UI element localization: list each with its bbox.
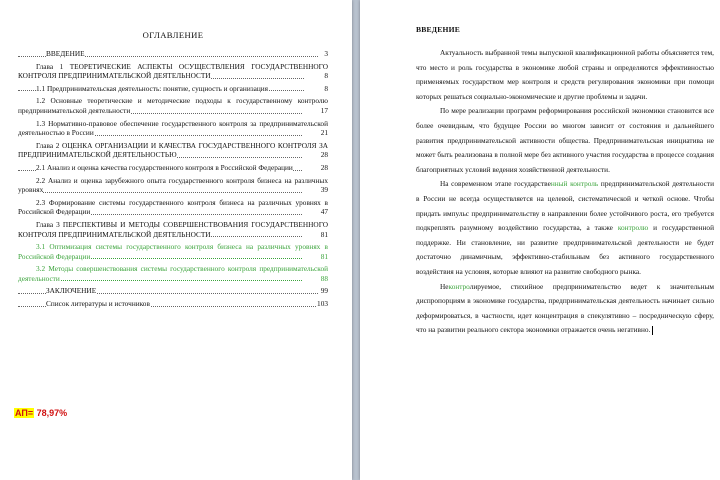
toc-entry-1-1[interactable] — [18, 84, 328, 94]
intro-p4-text: Не — [440, 281, 449, 291]
toc-entry-references[interactable] — [18, 299, 328, 309]
toc-entry-text: 1.3 Нормативно-правовое обеспечение государственного контроля за предпринимательской деятельностью в России — [18, 118, 328, 138]
toc-entry-page: 88 — [302, 274, 328, 284]
toc-entry-text: 2.1 Анализ и оценка качества государственного контроля в Российской Федерации — [36, 162, 293, 172]
toc-entry-text: 3.2 Методы совершенствования системы государственного контроля предпринимательской деятельности — [18, 264, 328, 283]
text-cursor — [652, 326, 653, 335]
toc-entry-1-3[interactable] — [18, 119, 328, 138]
toc-entry-text: 3.1 Оптимизация системы государственного контроля бизнеса на различных уровнях в Российской Федерации — [18, 242, 328, 261]
toc-entry-page: 8 — [305, 71, 328, 81]
toc-entry-2-3[interactable] — [18, 198, 328, 217]
intro-p4-text: лируемое, стихийное предпринимательство ведет к значительным диспропорциям в экономике государства, предпринимательская деятельность начинает сильно деформироваться, в частности, идет концентрация в спекулятивно – посредническую сферу, что на развитии реального сектора экономики отражается очень негативно. — [416, 281, 714, 335]
toc-page — [0, 0, 352, 480]
intro-paragraph-2[interactable]: По мере реализации программ реформирования российской экономики становится все более очевидным, что будущее России во многом зависит от состояния и дальнейшего развития предпринимательской активности общества. Предпринимательская инициатива не может быть реализована в полной мере без активного участия государства в процессе создания благоприятных условий ведения хозяйственной деятельности. — [416, 106, 714, 174]
toc-entry-page: 3 — [324, 49, 328, 58]
toc-entry-chapter-2[interactable] — [18, 141, 328, 160]
originality-score — [14, 408, 67, 418]
intro-paragraph-1[interactable]: Актуальность выбранной темы выпускной квалификационной работы объясняется тем, что место и роль государства в экономике любой страны и определяются эффективностью применяемых государством мер контроля и средств регулирования экономики при помощи которых решаться социально-экономические и другие проблемы и задачи. — [416, 48, 714, 101]
toc-entry-3-1[interactable] — [18, 242, 328, 261]
table-of-contents — [18, 30, 328, 312]
toc-entry-page: 21 — [302, 128, 328, 138]
toc-entry-2-2[interactable] — [18, 176, 328, 195]
toc-entry-text: Глава 3 ПЕРСПЕКТИВЫ И МЕТОДЫ СОВЕРШЕНСТВОВАНИЯ ГОСУДАРСТВЕННОГО КОНТРОЛЯ ПРЕДПРИНИМАТЕЛЬСКОЙ ДЕЯТЕЛЬНОСТИ — [18, 219, 328, 239]
toc-entry-page: 81 — [302, 230, 328, 240]
originality-label: АП= — [15, 408, 34, 418]
toc-entry-chapter-3[interactable] — [18, 220, 328, 239]
toc-entry-text: 2.2 Анализ и оценка зарубежного опыта государственного контроля бизнеса на различных уровнях — [18, 175, 328, 195]
originality-value: 78,97% — [36, 408, 68, 418]
introduction-page — [360, 0, 720, 480]
toc-entry-page: 47 — [302, 207, 328, 217]
toc-entry-1-2[interactable] — [18, 96, 328, 115]
toc-entry-text: ЗАКЛЮЧЕНИЕ — [46, 286, 97, 296]
toc-entry-page: 103 — [317, 299, 328, 309]
toc-entry-2-1[interactable] — [18, 163, 328, 173]
toc-entry-page: 81 — [302, 252, 328, 262]
toc-entry-page: 99 — [320, 286, 328, 296]
toc-entry-text: Глава 1 ТЕОРЕТИЧЕСКИЕ АСПЕКТЫ ОСУЩЕСТВЛЕНИЯ ГОСУДАРСТВЕННОГО КОНТРОЛЯ ПРЕДПРИНИМАТЕЛЬСКОЙ ДЕЯТЕЛЬНОСТИ — [18, 61, 328, 81]
intro-p3-text: На современном этапе государстве — [440, 179, 551, 189]
toc-entry-text: 1.2 Основные теоретические и методические подходы к государственному контролю предпринимательской деятельности — [18, 96, 328, 115]
toc-heading: ОГЛАВЛЕНИЕ — [142, 30, 204, 40]
toc-entry-text: 1.1 Предпринимательская деятельность: понятие, сущность и организация — [36, 83, 269, 93]
toc-entry-introduction[interactable] — [18, 49, 328, 59]
toc-entry-text: Глава 2 ОЦЕНКА ОРГАНИЗАЦИИ И КАЧЕСТВА ГОСУДАРСТВЕННОГО КОНТРОЛЯ ЗА ПРЕДПРИНИМАТЕЛЬСКОЙ ДЕЯТЕЛЬНОСТЬЮ — [18, 140, 328, 160]
intro-p3-highlight: контролю — [617, 223, 649, 233]
toc-entry-conclusion[interactable] — [18, 286, 328, 296]
toc-entry-3-2[interactable] — [18, 264, 328, 283]
toc-entry-text: ВВЕДЕНИЕ — [46, 49, 85, 58]
toc-entry-page: 28 — [302, 163, 328, 173]
intro-paragraph-4[interactable] — [416, 280, 714, 338]
intro-p4-highlight: контро — [448, 281, 470, 291]
introduction-title: ВВЕДЕНИЕ — [416, 25, 460, 34]
toc-entry-chapter-1[interactable] — [18, 62, 328, 81]
toc-entry-page: 17 — [302, 106, 328, 116]
intro-p3-text: и государственной поддержке. Ни становление, ни развитие предпринимательской деятельности не будет достаточно динамичным, эффективно-стабильным без активного государственного воздействия на условия, которые влияют на развитие свободного рынка. — [416, 223, 714, 276]
toc-entry-text: Список литературы и источников — [46, 299, 150, 309]
toc-entry-page: 8 — [305, 84, 328, 94]
introduction-section — [416, 25, 714, 338]
toc-entry-text: 2.3 Формирование системы государственного контроля бизнеса на различных уровнях в Российской Федерации — [18, 197, 328, 217]
intro-p3-text: предпринимательской деятельности в России не всегда осуществляется на целевой, систематической и четкой основе. Чтобы придать импульс предпринимательству в направлении более устойчивого роста, его требуется подкреплять разумному воздействию государства, а также — [416, 179, 714, 233]
toc-entry-page: 28 — [302, 150, 328, 160]
intro-paragraph-3[interactable] — [416, 177, 714, 279]
intro-p3-highlight: нный контроль — [550, 179, 599, 189]
toc-entry-page: 39 — [302, 185, 328, 195]
